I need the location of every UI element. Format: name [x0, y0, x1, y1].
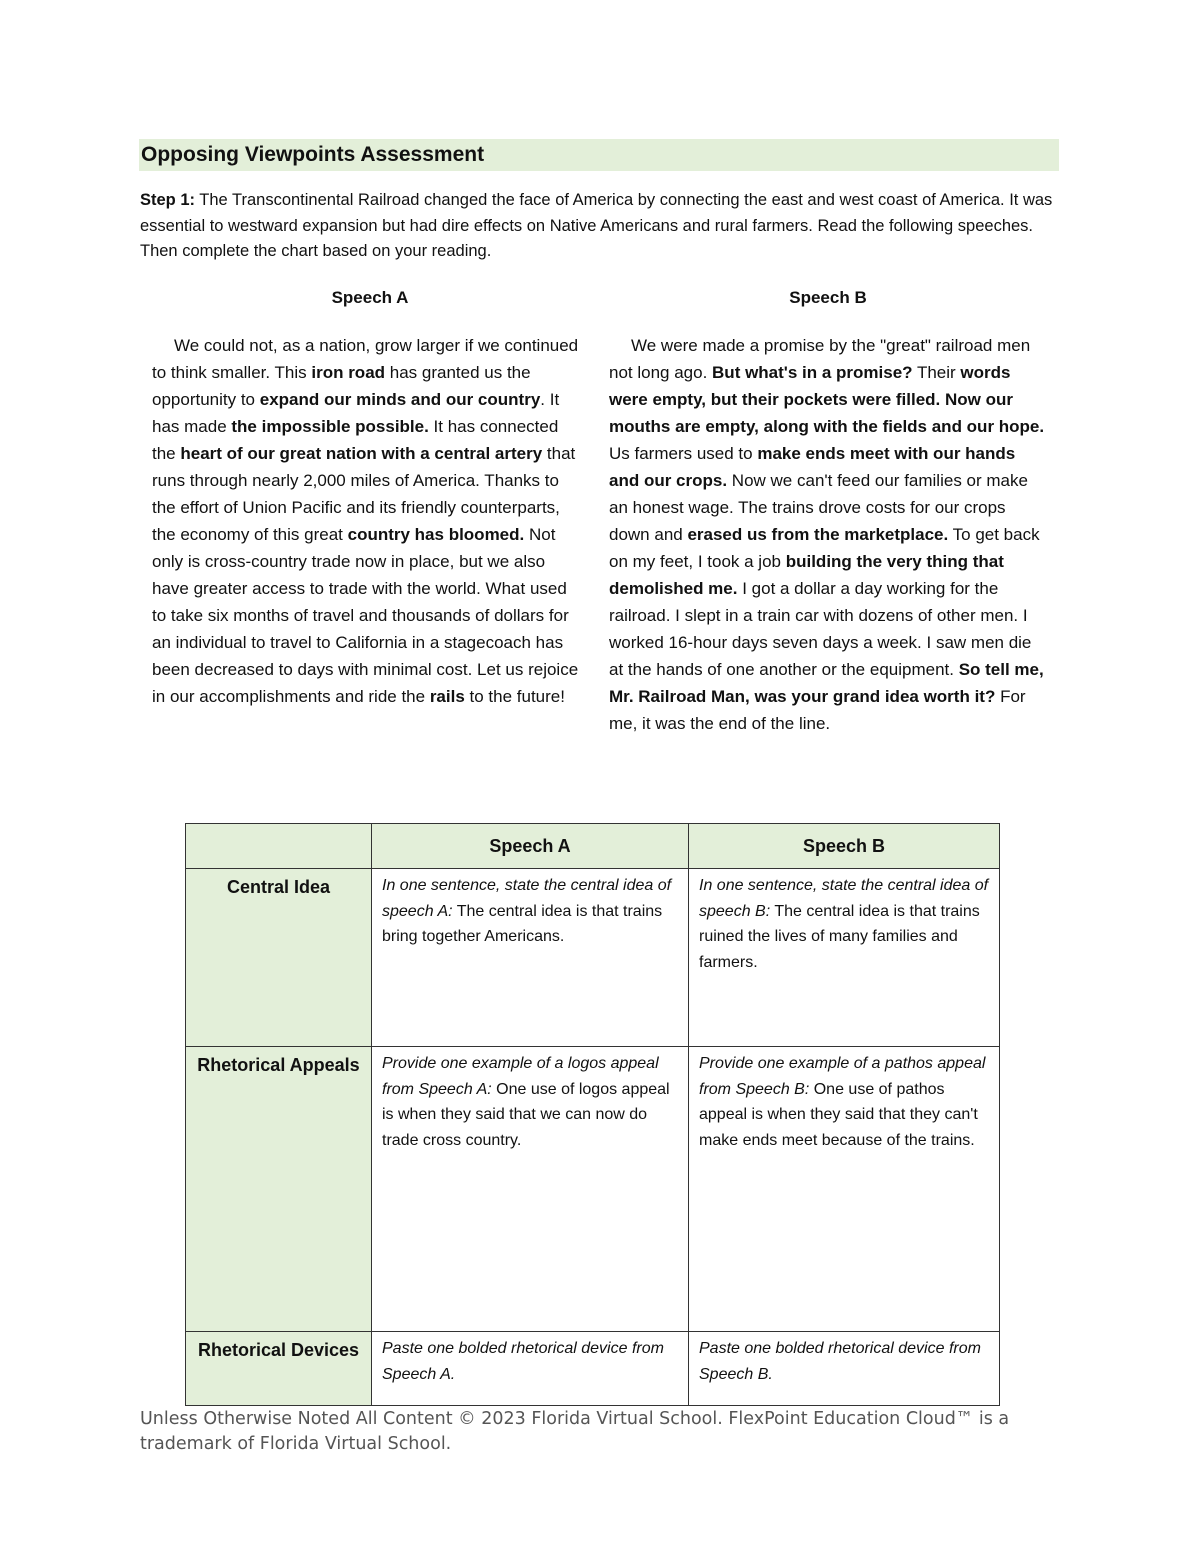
- answer: The central idea is that trains bring together Americans.: [382, 902, 663, 945]
- copyright-footer: Unless Otherwise Noted All Content © 2023 Florida Virtual School. FlexPoint Education Cloud™ is a trademark of Florida Virtual School.: [140, 1409, 1010, 1454]
- speech-text-segment: I got a dollar a day working for the railroad. I slept in a train car with dozens of other men. I worked 16-hour days seven days a week. I saw men die at the hands of one another or the equipment.: [609, 579, 1032, 679]
- rhetorical-device-text: rails: [429, 687, 465, 706]
- rhetorical-device-text: the impossible possible.: [231, 417, 429, 436]
- chart-header-speech-b: Speech B: [689, 824, 1000, 869]
- chart-header-speech-a: Speech A: [372, 824, 689, 869]
- rhetorical-device-text: expand our minds and our country: [259, 390, 541, 409]
- chart-header-row: [186, 824, 1000, 869]
- speech-text-segment: has granted us the opportunity to: [152, 363, 531, 409]
- speech-b-text: [609, 332, 1049, 737]
- intro-paragraph: [140, 188, 1060, 265]
- rhetorical-device-text: make ends meet with our hands and our crops.: [609, 444, 1016, 490]
- analysis-chart: [185, 823, 1000, 1406]
- prompt: In one sentence, state the central idea of speech A:: [382, 877, 672, 920]
- speech-text-segment: . It has made: [152, 390, 560, 436]
- rhetorical-device-text: words were empty, but their pockets were filled. Now our mouths are empty, along with the fields and our hope.: [609, 363, 1045, 436]
- row-label-rhetorical-devices: Rhetorical Devices: [186, 1332, 372, 1406]
- prompt: Paste one bolded rhetorical device from Speech B.: [699, 1340, 981, 1383]
- speech-text-segment: Us farmers used to: [609, 444, 758, 463]
- rhetorical-device-text: iron road: [311, 363, 386, 382]
- speech-text-segment: that runs through nearly 2,000 miles of America. Thanks to the effort of Union Pacific and its friendly counterparts, the economy of this great: [152, 444, 576, 544]
- title-bar: [139, 139, 1059, 171]
- intro-text: The Transcontinental Railroad changed the face of America by connecting the east and west coast of America. It was essential to westward expansion but had dire effects on Native Americans and rural farmers. Read the following speeches. Then complete the chart based on your reading.: [140, 191, 1053, 260]
- rhetorical-device-text: heart of our great nation with a central artery: [180, 444, 543, 463]
- row-central-idea: [186, 869, 1000, 1047]
- speech-text-segment: We were made a promise by the "great" railroad men not long ago.: [609, 336, 1031, 382]
- prompt: In one sentence, state the central idea of speech B:: [699, 877, 989, 920]
- cell-rhetorical-devices-b[interactable]: [689, 1332, 1000, 1406]
- row-rhetorical-appeals: [186, 1047, 1000, 1332]
- speech-a-text: [152, 332, 584, 710]
- speech-text-segment: Not only is cross-country trade now in place, but we also have greater access to trade with the world. What used to take six months of travel and thousands of dollars for an individual to travel to California in a stagecoach has been decreased to days with minimal cost. Let us rejoice in our accomplishments and ride the: [152, 525, 579, 706]
- prompt: Paste one bolded rhetorical device from Speech A.: [382, 1340, 664, 1383]
- row-label-rhetorical-appeals: Rhetorical Appeals: [186, 1047, 372, 1332]
- answer: The central idea is that trains ruined the lives of many families and farmers.: [699, 902, 980, 971]
- cell-central-idea-a[interactable]: [372, 869, 689, 1047]
- speech-text-segment: For me, it was the end of the line.: [609, 687, 1026, 733]
- speech-text-segment: To get back on my feet, I took a job: [609, 525, 1040, 571]
- answer: One use of pathos appeal is when they said that they can't make ends meet because of the trains.: [699, 1080, 978, 1149]
- cell-rhetorical-devices-a[interactable]: [372, 1332, 689, 1406]
- speech-text-segment: Now we can't feed our families or make an honest wage. The trains drove costs for our crops down and: [609, 471, 1028, 544]
- speech-text-segment: to the future!: [464, 687, 565, 706]
- chart-header-blank: [186, 824, 372, 869]
- rhetorical-device-text: But what's in a promise?: [712, 363, 913, 382]
- prompt: Provide one example of a pathos appeal from Speech B:: [699, 1055, 986, 1098]
- speech-text-segment: Their: [912, 363, 961, 382]
- row-rhetorical-devices: [186, 1332, 1000, 1406]
- rhetorical-device-text: building the very thing that demolished me.: [609, 552, 1004, 598]
- rhetorical-device-text: So tell me, Mr. Railroad Man, was your grand idea worth it?: [609, 660, 1044, 706]
- rhetorical-device-text: country has bloomed.: [347, 525, 525, 544]
- speech-a-title: Speech A: [331, 288, 409, 307]
- answer: One use of logos appeal is when they said that we can now do trade cross country.: [382, 1080, 670, 1149]
- step-label: Step 1:: [140, 191, 196, 209]
- rhetorical-device-text: erased us from the marketplace.: [687, 525, 949, 544]
- cell-central-idea-b[interactable]: [689, 869, 1000, 1047]
- row-label-central-idea: Central Idea: [186, 869, 372, 1047]
- cell-rhetorical-appeals-b[interactable]: [689, 1047, 1000, 1332]
- speech-b-title: Speech B: [789, 288, 867, 307]
- speech-text-segment: It has connected the: [152, 417, 559, 463]
- prompt: Provide one example of a logos appeal from Speech A:: [382, 1055, 659, 1098]
- speech-text-segment: We could not, as a nation, grow larger if we continued to think smaller. This: [152, 336, 579, 382]
- page-title: Opposing Viewpoints Assessment: [141, 143, 485, 166]
- cell-rhetorical-appeals-a[interactable]: [372, 1047, 689, 1332]
